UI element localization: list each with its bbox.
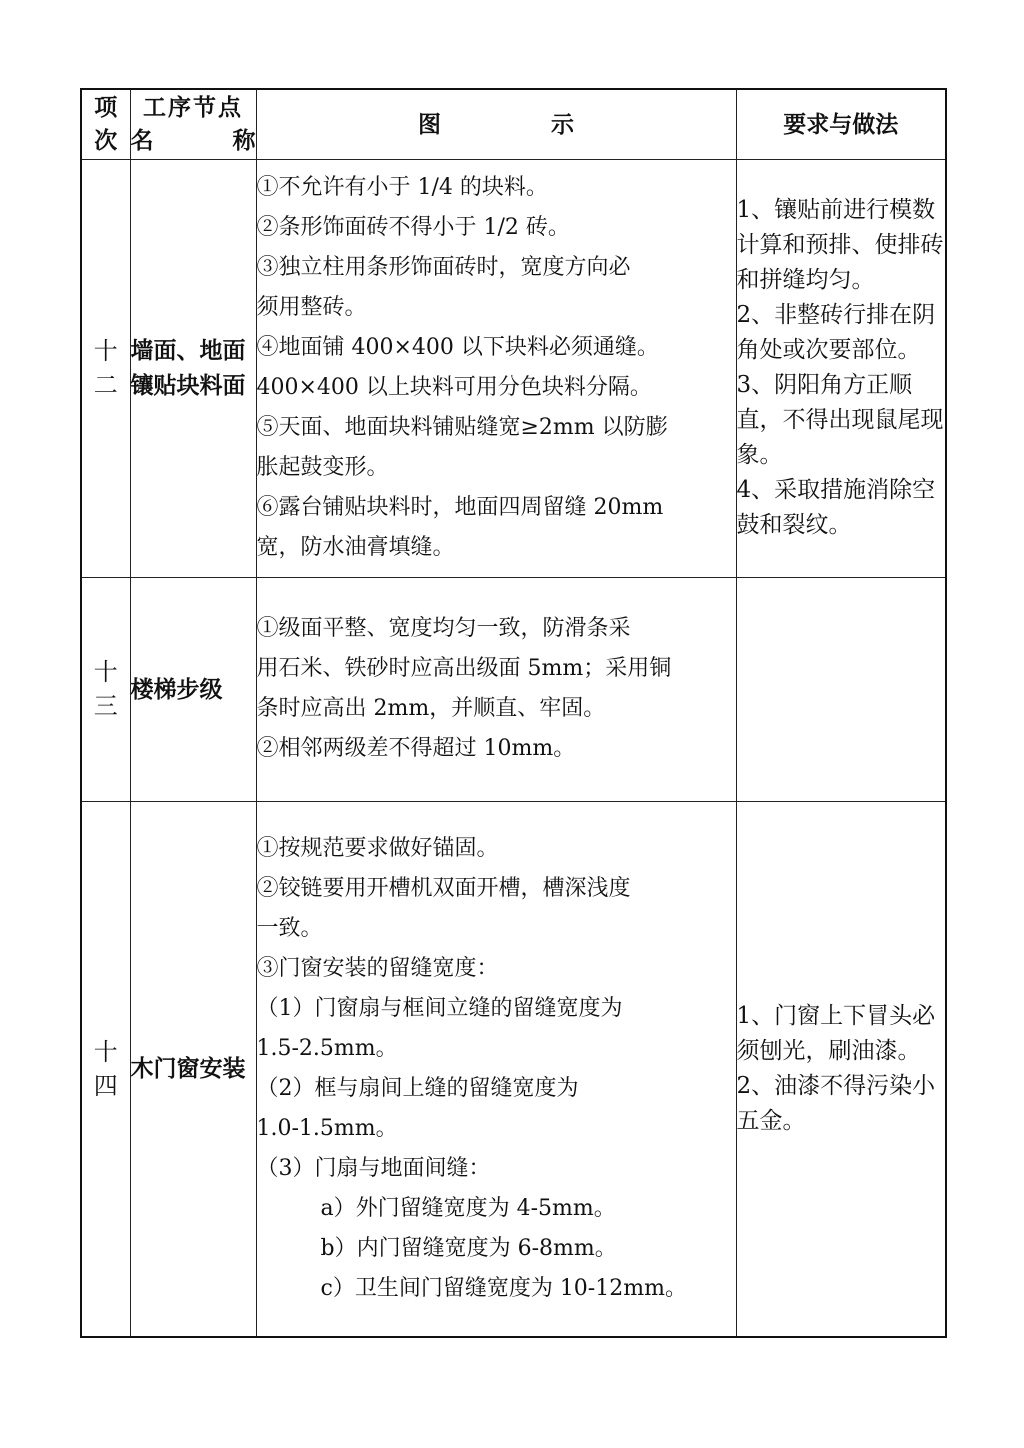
- row-index-line-1: 十: [93, 1037, 118, 1066]
- figure-line: 400×400 以上块料可用分色块料分隔。: [256, 375, 652, 400]
- row-process-name: 木门窗安装: [130, 801, 256, 1337]
- figure-line: （1）门窗扇与框间立缝的留缝宽度为: [256, 995, 623, 1021]
- figure-line: ⑤天面、地面块料铺贴缝宽≥2mm 以防膨: [256, 415, 668, 440]
- figure-line: 用石米、铁砂时应高出级面 5mm；采用铜: [256, 656, 672, 681]
- row-requirements: [736, 801, 946, 1337]
- row-index: [81, 159, 130, 577]
- figure-line: ②铰链要用开槽机双面开槽，槽深浅度: [256, 875, 631, 901]
- figure-line: ②条形饰面砖不得小于 1/2 砖。: [256, 215, 570, 240]
- row-requirements: [736, 159, 946, 577]
- requirement-item: 3、阴阳角方正顺直，不得出现鼠尾现象。: [736, 372, 944, 468]
- figure-line: 一致。: [256, 915, 323, 941]
- spec-table: [80, 88, 947, 1338]
- figure-line: ①按规范要求做好锚固。: [256, 835, 499, 861]
- header-name-line-1: 工序节点: [143, 94, 243, 122]
- figure-line: ②相邻两级差不得超过 10mm。: [256, 736, 576, 761]
- figure-line: 1.5-2.5mm。: [256, 1035, 398, 1061]
- header-index: [81, 89, 130, 159]
- header-requirements: 要求与做法: [736, 89, 946, 159]
- row-process-name: 楼梯步级: [130, 577, 256, 801]
- row-figure-text: [256, 801, 736, 1337]
- row-index-line-1: 十: [93, 658, 118, 686]
- requirement-item: 4、采取措施消除空鼓和裂纹。: [736, 477, 936, 538]
- figure-line: ③门窗安装的留缝宽度：: [256, 955, 499, 981]
- figure-line: ③独立柱用条形饰面砖时，宽度方向必: [256, 255, 631, 280]
- row-index-line-1: 十: [93, 337, 118, 365]
- table-row: [81, 577, 946, 801]
- header-name-line-2b: 称: [232, 127, 256, 155]
- row-index: [81, 801, 130, 1337]
- header-figure: 图示: [256, 89, 736, 159]
- table-row: [81, 801, 946, 1337]
- figure-line: 须用整砖。: [256, 295, 367, 320]
- figure-line-indented: c）卫生间门留缝宽度为 10-12mm。: [320, 1275, 687, 1301]
- row-index-line-2: 二: [93, 371, 118, 399]
- header-index-line-1: 项: [94, 94, 118, 122]
- figure-line: 宽，防水油膏填缝。: [256, 535, 455, 560]
- figure-line: 1.0-1.5mm。: [256, 1115, 398, 1141]
- row-figure-text: [256, 159, 736, 577]
- figure-line-indented: b）内门留缝宽度为 6-8mm。: [320, 1235, 617, 1261]
- figure-line: 条时应高出 2mm，并顺直、牢固。: [256, 696, 606, 721]
- row-requirements-empty: [736, 577, 946, 801]
- figure-line-indented: a）外门留缝宽度为 4-5mm。: [320, 1195, 616, 1221]
- figure-line: ④地面铺 400×400 以下块料必须通缝。: [256, 335, 659, 360]
- requirement-item: 1、镶贴前进行模数计算和预排、使排砖和拼缝均匀。: [736, 197, 944, 293]
- figure-line: （2）框与扇间上缝的留缝宽度为: [256, 1075, 579, 1101]
- table-row: [81, 159, 946, 577]
- figure-line: 胀起鼓变形。: [256, 455, 389, 480]
- header-name-line-2a: 名: [130, 127, 154, 155]
- row-process-name: 墙面、地面镶贴块料面: [130, 159, 256, 577]
- row-index: [81, 577, 130, 801]
- figure-line: ⑥露台铺贴块料时，地面四周留缝 20mm: [256, 495, 664, 520]
- figure-line: ①级面平整、宽度均匀一致，防滑条采: [256, 616, 631, 641]
- requirement-item: 2、非整砖行排在阴角处或次要部位。: [736, 302, 936, 363]
- requirement-item: 2、油漆不得污染小五金。: [736, 1072, 936, 1134]
- row-index-line-2: 四: [93, 1071, 118, 1100]
- figure-line: （3）门扇与地面间缝：: [256, 1155, 491, 1181]
- header-index-line-2: 次: [94, 127, 118, 155]
- figure-line: ①不允许有小于 1/4 的块料。: [256, 175, 548, 200]
- header-row: [81, 89, 946, 159]
- row-index-line-2: 三: [93, 692, 118, 720]
- header-process-name: [130, 89, 256, 159]
- row-figure-text: [256, 577, 736, 801]
- requirement-item: 1、门窗上下冒头必须刨光，刷油漆。: [736, 1002, 936, 1064]
